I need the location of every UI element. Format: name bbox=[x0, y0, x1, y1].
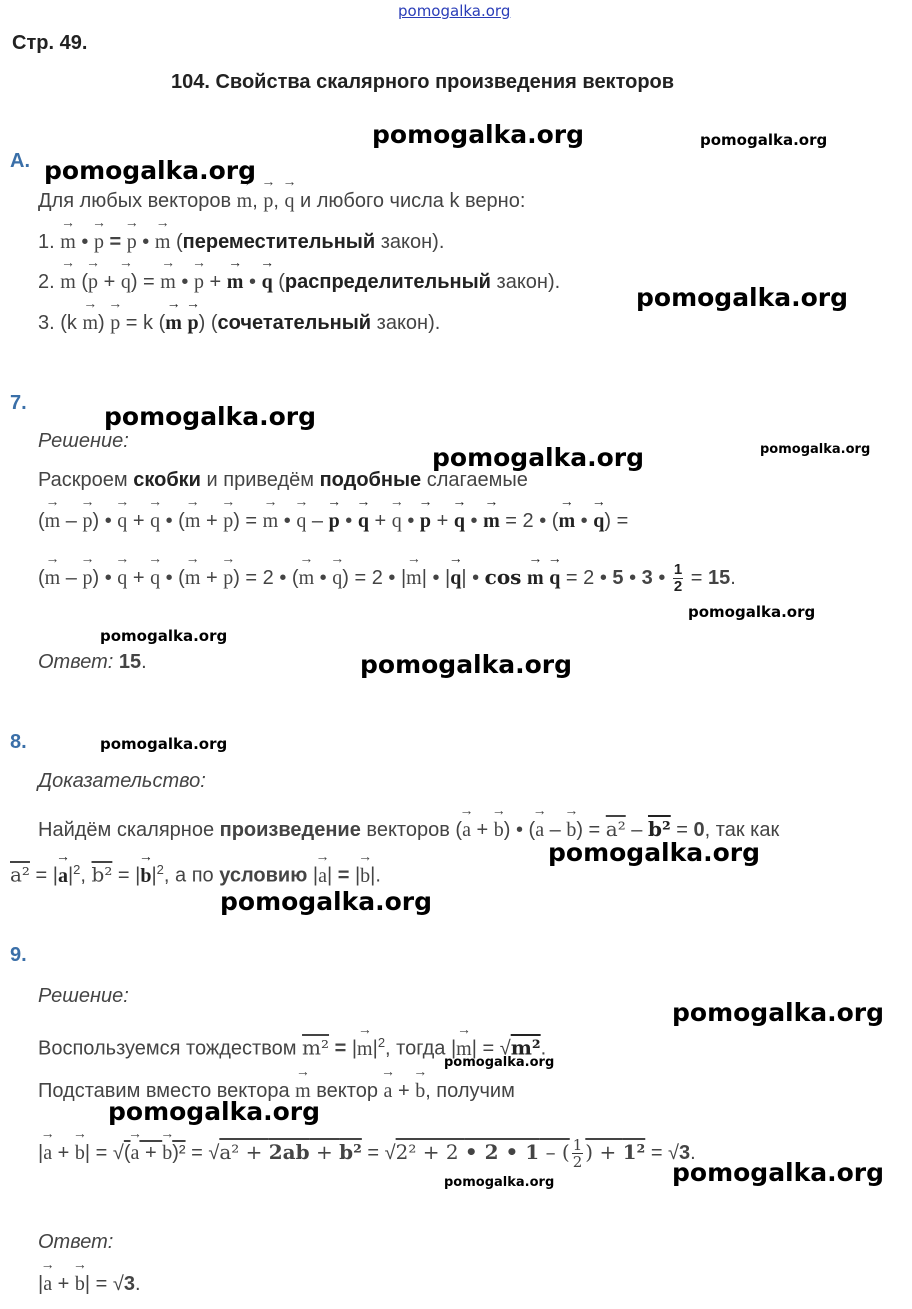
watermark: pomogalka.org bbox=[636, 283, 849, 312]
page-title: 104. Свойства скалярного произведения векторов bbox=[171, 71, 675, 93]
watermark: pomogalka.org bbox=[672, 998, 885, 1027]
watermark: pomogalka.org bbox=[104, 402, 317, 431]
watermark: pomogalka.org bbox=[360, 650, 573, 679]
law-1-name: переместительный bbox=[182, 231, 376, 253]
law-1: 1. → m • → p = → p • → m (переместительный закон). bbox=[38, 231, 444, 254]
section-9-eq: |→ a + → b| = √(→ a + → b)² = √a² + 2ab + b² = √2² + 2 • 2 • 1 – ( $\frac{1}{2}$ ) + 1² = √3. bbox=[38, 1137, 696, 1170]
top-watermark-link[interactable]: pomogalka.org bbox=[398, 2, 511, 20]
law-3-name: сочетательный bbox=[217, 312, 372, 334]
watermark: pomogalka.org bbox=[672, 1158, 885, 1187]
section-8-line2: a² = |→ $a|^2$, b² = |→ $b|^2$, а по условию |→ a| = |→ b|. bbox=[10, 862, 381, 888]
section-9-heading: Решение: bbox=[38, 985, 129, 1007]
watermark: pomogalka.org bbox=[100, 735, 228, 753]
section-7-eq2: (→ m – → p) • → q + → q • (→ m + → p) = 2 • (→ m • → q) = 2 • |→ m| • |→ q| • cos → m → q = 2 • 5 • 3 • $\frac{1}{2}$ = 15. bbox=[38, 562, 736, 595]
section-8-label: 8. bbox=[10, 731, 27, 753]
watermark: pomogalka.org bbox=[44, 156, 257, 185]
watermark: pomogalka.org bbox=[760, 442, 871, 457]
section-9-answer: |→ a + → b| = √3. bbox=[38, 1273, 141, 1296]
watermark: pomogalka.org bbox=[100, 627, 228, 645]
watermark: pomogalka.org bbox=[548, 838, 761, 867]
law-3: 3. (k → m) → p = k (→ m → p) (сочетательный закон). bbox=[38, 312, 440, 335]
section-7-text: Раскроем скобки и приведём подобные слагаемые bbox=[38, 469, 528, 491]
watermark: pomogalka.org bbox=[372, 120, 585, 149]
section-7-label: 7. bbox=[10, 392, 27, 414]
law-2: 2. → m (→ p + → q) = → m • → p + → m • → q (распределительный закон). bbox=[38, 271, 560, 294]
page-label: Стр. 49. bbox=[12, 32, 88, 54]
section-8-line1: Найдём скалярное произведение векторов (→ a + → b) • (→ a – → b) = a² – b² = 0, так как bbox=[38, 817, 779, 842]
section-a-label: A. bbox=[10, 150, 30, 172]
law-2-name: распределительный bbox=[284, 271, 491, 293]
section-7-eq1: (→ m – → p) • → q + → q • (→ m + → p) = → m • → q – → p • → q + → q • → p + → q • → m = 2 • (→ m • → q) = bbox=[38, 510, 628, 533]
section-7-answer: Ответ: 15. bbox=[38, 651, 147, 673]
section-9-line1: Воспользуемся тождеством m² = |→ $m|^2$, тогда |→ m| = √m². bbox=[38, 1035, 546, 1061]
watermark: pomogalka.org bbox=[444, 1055, 555, 1070]
section-9-answer-label: Ответ: bbox=[38, 1231, 114, 1253]
watermark: pomogalka.org bbox=[108, 1097, 321, 1126]
section-a-intro: Для любых векторов → m, → p, → q и любого числа k верно: bbox=[38, 190, 525, 213]
section-7-heading: Решение: bbox=[38, 430, 129, 452]
section-9-label: 9. bbox=[10, 944, 27, 966]
watermark: pomogalka.org bbox=[220, 887, 433, 916]
watermark: pomogalka.org bbox=[444, 1175, 555, 1190]
watermark: pomogalka.org bbox=[700, 131, 828, 149]
section-8-heading: Доказательство: bbox=[38, 770, 206, 792]
section-9-line2: Подставим вместо вектора → m вектор → a + → b, получим bbox=[38, 1080, 515, 1103]
watermark: pomogalka.org bbox=[432, 443, 645, 472]
watermark: pomogalka.org bbox=[688, 603, 816, 621]
